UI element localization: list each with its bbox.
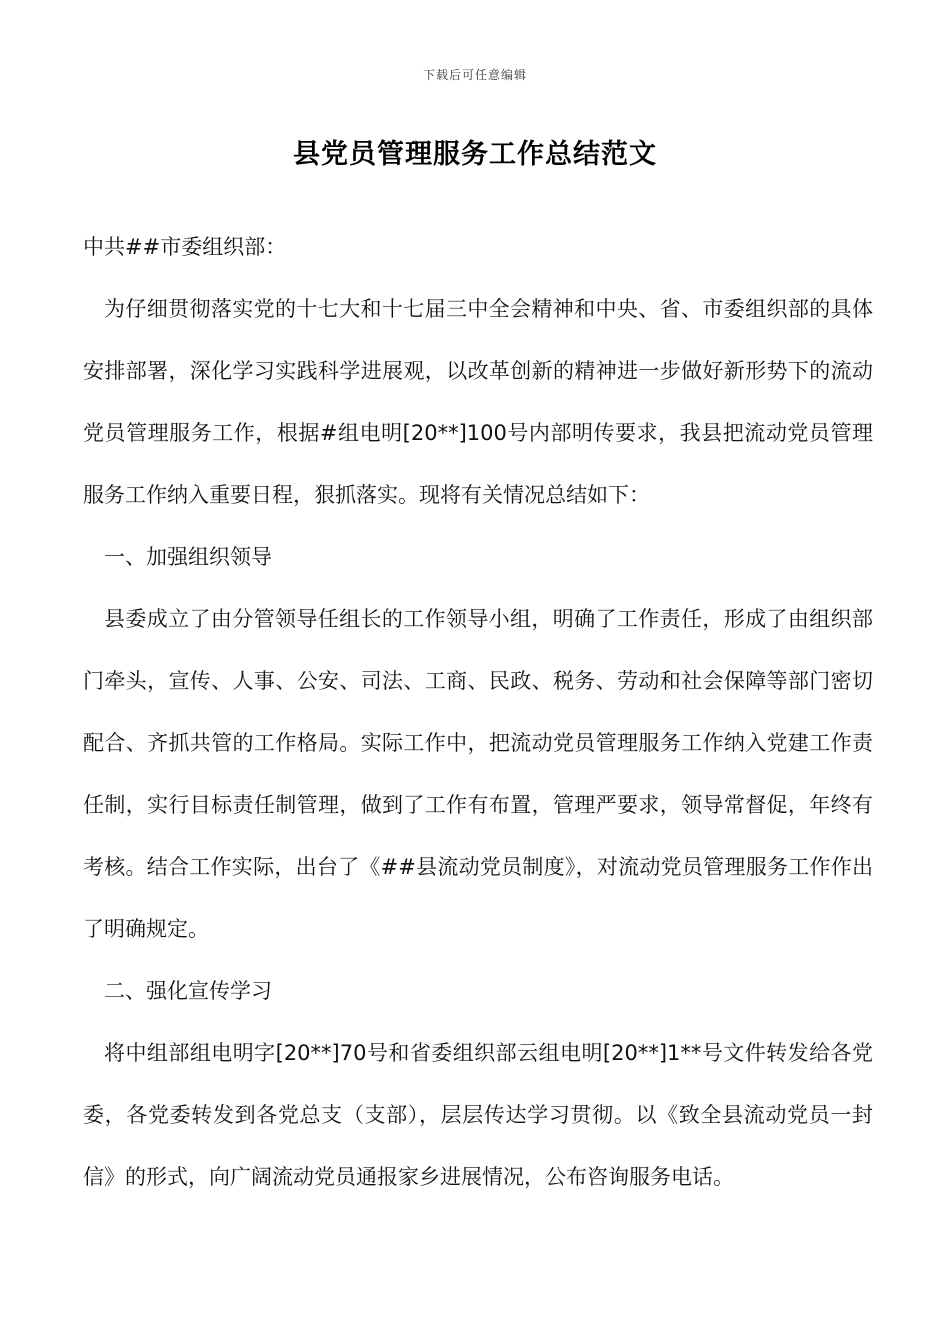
paragraph-intro: 为仔细贯彻落实党的十七大和十七届三中全会精神和中央、省、市委组织部的具体安排部署，深化学习实践科学进展观，以改革创新的精神进一步做好新形势下的流动党员管理服务工作，根据#组电明[20**]100号内部明传要求，我县把流动党员管理服务工作纳入重要日程，狠抓落实。现将有关情况总结如下： (83, 297, 873, 507)
paragraph-section-2: 将中组部组电明字[20**]70号和省委组织部云组电明[20**]1**号文件转发给各党委，各党委转发到各党总支（支部），层层传达学习贯彻。以《致全县流动党员一封信》的形式，向广阔流动党员通报家乡进展情况，公布咨询服务电话。 (83, 1041, 873, 1189)
paragraph-section-1: 县委成立了由分管领导任组长的工作领导小组，明确了工作责任，形成了由组织部门牵头，宣传、人事、公安、司法、工商、民政、税务、劳动和社会保障等部门密切配合、齐抓共管的工作格局。实际工作中，把流动党员管理服务工作纳入党建工作责任制，实行目标责任制管理，做到了工作有布置，管理严要求，领导常督促，年终有考核。结合工作实际，出台了《##县流动党员制度》，对流动党员管理服务工作作出了明确规定。 (83, 607, 873, 941)
salutation: 中共##市委组织部： (83, 235, 287, 259)
section-heading-1: 一、加强组织领导 (104, 545, 272, 569)
header-note: 下载后可任意编辑 (422, 68, 527, 82)
section-heading-2: 二、强化宣传学习 (104, 979, 272, 1003)
document-title: 县党员管理服务工作总结范文 (293, 139, 657, 170)
document-body (83, 216, 873, 1208)
